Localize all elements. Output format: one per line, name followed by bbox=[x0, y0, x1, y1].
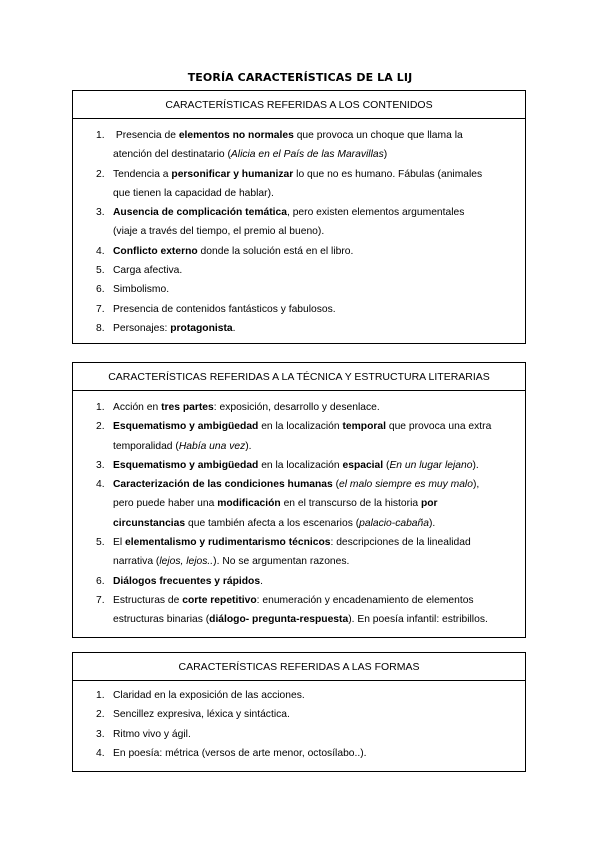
bold-text: elementos no normales bbox=[178, 130, 294, 141]
item-number: 1. bbox=[96, 130, 105, 141]
text-run: Personajes: bbox=[113, 322, 171, 334]
list-item bbox=[73, 725, 525, 744]
item-number: 1. bbox=[96, 402, 105, 413]
document-title: TEORÍA CARACTERÍSTICAS DE LA LIJ bbox=[187, 71, 413, 84]
text-run: ). bbox=[472, 459, 479, 471]
list-item bbox=[73, 398, 525, 417]
text-run: ). En poesía infantil: estribillos. bbox=[348, 614, 488, 626]
list-item bbox=[73, 300, 525, 319]
item-number: 1. bbox=[96, 690, 105, 701]
item-number: 5. bbox=[96, 537, 105, 549]
list-item bbox=[73, 280, 525, 299]
section-list bbox=[73, 681, 525, 763]
section-contents bbox=[72, 90, 526, 344]
item-number: 4. bbox=[96, 479, 105, 491]
italic-text: En un lugar lejano bbox=[389, 459, 473, 471]
item-number: 4. bbox=[96, 747, 105, 759]
item-text bbox=[73, 705, 525, 724]
text-run: atención del destinatario ( bbox=[113, 149, 231, 161]
list-item bbox=[73, 475, 525, 533]
section-heading: CARACTERÍSTICAS REFERIDAS A LA TÉCNICA Y ESTRUCTURA LITERARIAS bbox=[73, 363, 525, 391]
list-item bbox=[73, 705, 525, 724]
text-run: narrativa ( bbox=[113, 556, 160, 568]
text-run: ( bbox=[383, 459, 390, 471]
item-text bbox=[73, 165, 525, 204]
text-run: en la localización bbox=[258, 421, 343, 433]
list-item bbox=[73, 126, 525, 165]
item-number: 5. bbox=[96, 265, 105, 277]
item-number: 6. bbox=[96, 575, 105, 587]
item-number: 2. bbox=[96, 421, 105, 433]
text-run: donde la solución está en el libro. bbox=[197, 245, 354, 257]
bold-text: Conflicto externo bbox=[113, 245, 198, 257]
text-run: en la localización bbox=[258, 459, 343, 471]
text-run: que provoca una extra bbox=[385, 421, 492, 433]
item-text bbox=[73, 591, 525, 630]
item-text bbox=[73, 242, 525, 261]
item-text bbox=[73, 572, 525, 591]
bold-text: personificar y humanizar bbox=[171, 168, 294, 180]
text-run: Sencillez expresiva, léxica y sintáctica. bbox=[113, 709, 290, 721]
text-run: que tienen la capacidad de hablar). bbox=[113, 187, 274, 199]
text-run: : exposición, desarrollo y desenlace. bbox=[213, 402, 380, 413]
item-text bbox=[73, 456, 525, 475]
text-run: Carga afectiva. bbox=[113, 265, 183, 277]
text-run: . bbox=[260, 575, 263, 587]
item-number: 3. bbox=[96, 459, 105, 471]
item-number: 2. bbox=[96, 709, 105, 721]
text-run: : enumeración y encadenamiento de elementos bbox=[256, 594, 474, 606]
bold-text: Diálogos frecuentes y rápidos bbox=[113, 575, 261, 587]
item-text bbox=[73, 203, 525, 242]
bold-text: Caracterización de las condiciones humanas bbox=[113, 479, 333, 491]
bold-text: corte repetitivo bbox=[182, 594, 257, 606]
section-forms bbox=[72, 652, 526, 772]
bold-text: tres partes bbox=[161, 402, 214, 413]
item-number: 3. bbox=[96, 728, 105, 740]
text-run: ) bbox=[383, 149, 388, 161]
list-item bbox=[73, 744, 525, 763]
item-text bbox=[73, 398, 525, 417]
list-item bbox=[73, 456, 525, 475]
item-text bbox=[73, 319, 525, 338]
bold-text: modificación bbox=[217, 498, 281, 510]
section-heading: CARACTERÍSTICAS REFERIDAS A LAS FORMAS bbox=[73, 653, 525, 681]
text-run: pero puede haber una bbox=[113, 498, 218, 510]
text-run: estructuras binarias ( bbox=[113, 614, 210, 626]
text-run: Simbolismo. bbox=[113, 284, 170, 296]
text-run: ). bbox=[428, 517, 436, 529]
text-run: ( bbox=[332, 479, 340, 491]
text-run: temporalidad ( bbox=[113, 440, 179, 452]
list-item bbox=[73, 417, 525, 456]
italic-text: el malo siempre es muy malo bbox=[339, 479, 473, 491]
item-number: 3. bbox=[96, 207, 105, 219]
list-item bbox=[73, 591, 525, 630]
item-text bbox=[73, 126, 525, 165]
list-item bbox=[73, 242, 525, 261]
bold-text: circunstancias bbox=[113, 517, 186, 529]
italic-text: lejos, lejos.. bbox=[159, 556, 214, 568]
bold-text: por bbox=[420, 498, 438, 510]
item-text bbox=[73, 300, 525, 319]
section-technique bbox=[72, 362, 526, 638]
bold-text: temporal bbox=[342, 421, 386, 433]
section-heading: CARACTERÍSTICAS REFERIDAS A LOS CONTENIDOS bbox=[73, 91, 525, 119]
text-run: Claridad en la exposición de las acciones. bbox=[113, 690, 305, 701]
list-item bbox=[73, 572, 525, 591]
text-run: en el transcurso de la historia bbox=[280, 498, 421, 510]
item-text bbox=[73, 744, 525, 763]
bold-text: protagonista bbox=[170, 322, 233, 334]
list-item bbox=[73, 165, 525, 204]
italic-text: Había una vez bbox=[178, 440, 246, 452]
bold-text: espacial bbox=[342, 459, 384, 471]
text-run: , pero existen elementos argumentales bbox=[286, 207, 465, 219]
bold-text: Ausencia de complicación temática bbox=[113, 207, 287, 219]
text-run: lo que no es humano. Fábulas (animales bbox=[293, 168, 483, 180]
text-run: Tendencia a bbox=[113, 168, 172, 180]
item-text bbox=[73, 533, 525, 572]
text-run: En poesía: métrica (versos de arte menor, octosílabo..). bbox=[113, 747, 367, 759]
text-run: : descripciones de la linealidad bbox=[330, 537, 471, 549]
list-item bbox=[73, 203, 525, 242]
text-run: ). bbox=[245, 440, 252, 452]
bold-text: Esquematismo y ambigüedad bbox=[113, 459, 259, 471]
item-text bbox=[73, 475, 525, 533]
item-number: 4. bbox=[96, 245, 105, 257]
list-item bbox=[73, 686, 525, 705]
text-run: El bbox=[113, 537, 126, 549]
section-list bbox=[73, 391, 525, 630]
text-run: Acción en bbox=[113, 402, 162, 413]
bold-text: Esquematismo y ambigüedad bbox=[113, 421, 259, 433]
item-number: 2. bbox=[96, 168, 105, 180]
section-list bbox=[73, 119, 525, 338]
text-run: ). No se argumentan razones. bbox=[213, 556, 350, 568]
text-run: (viaje a través del tiempo, el premio al bueno). bbox=[113, 226, 325, 238]
text-run: Presencia de bbox=[113, 130, 179, 141]
italic-text: Alicia en el País de las Maravillas bbox=[230, 149, 384, 161]
text-run: . bbox=[232, 322, 236, 334]
item-number: 8. bbox=[96, 322, 105, 334]
list-item bbox=[73, 261, 525, 280]
bold-text: elementalismo y rudimentarismo técnicos bbox=[125, 537, 331, 549]
text-run: que también afecta a los escenarios ( bbox=[185, 517, 360, 529]
item-text bbox=[73, 417, 525, 456]
text-run: Ritmo vivo y ágil. bbox=[113, 728, 191, 740]
text-run: ), bbox=[472, 479, 480, 491]
italic-text: palacio-cabaña bbox=[359, 517, 429, 529]
item-text bbox=[73, 280, 525, 299]
text-run: Estructuras de bbox=[113, 594, 183, 606]
item-text bbox=[73, 725, 525, 744]
text-run: Presencia de contenidos fantásticos y fabulosos. bbox=[113, 303, 336, 315]
list-item bbox=[73, 319, 525, 338]
item-text bbox=[73, 261, 525, 280]
item-text bbox=[73, 686, 525, 705]
item-number: 6. bbox=[96, 284, 105, 296]
list-item bbox=[73, 533, 525, 572]
item-number: 7. bbox=[96, 303, 105, 315]
bold-text: diálogo- pregunta-respuesta bbox=[209, 614, 349, 626]
item-number: 7. bbox=[96, 594, 105, 606]
text-run: que provoca un choque que llama la bbox=[293, 130, 463, 141]
